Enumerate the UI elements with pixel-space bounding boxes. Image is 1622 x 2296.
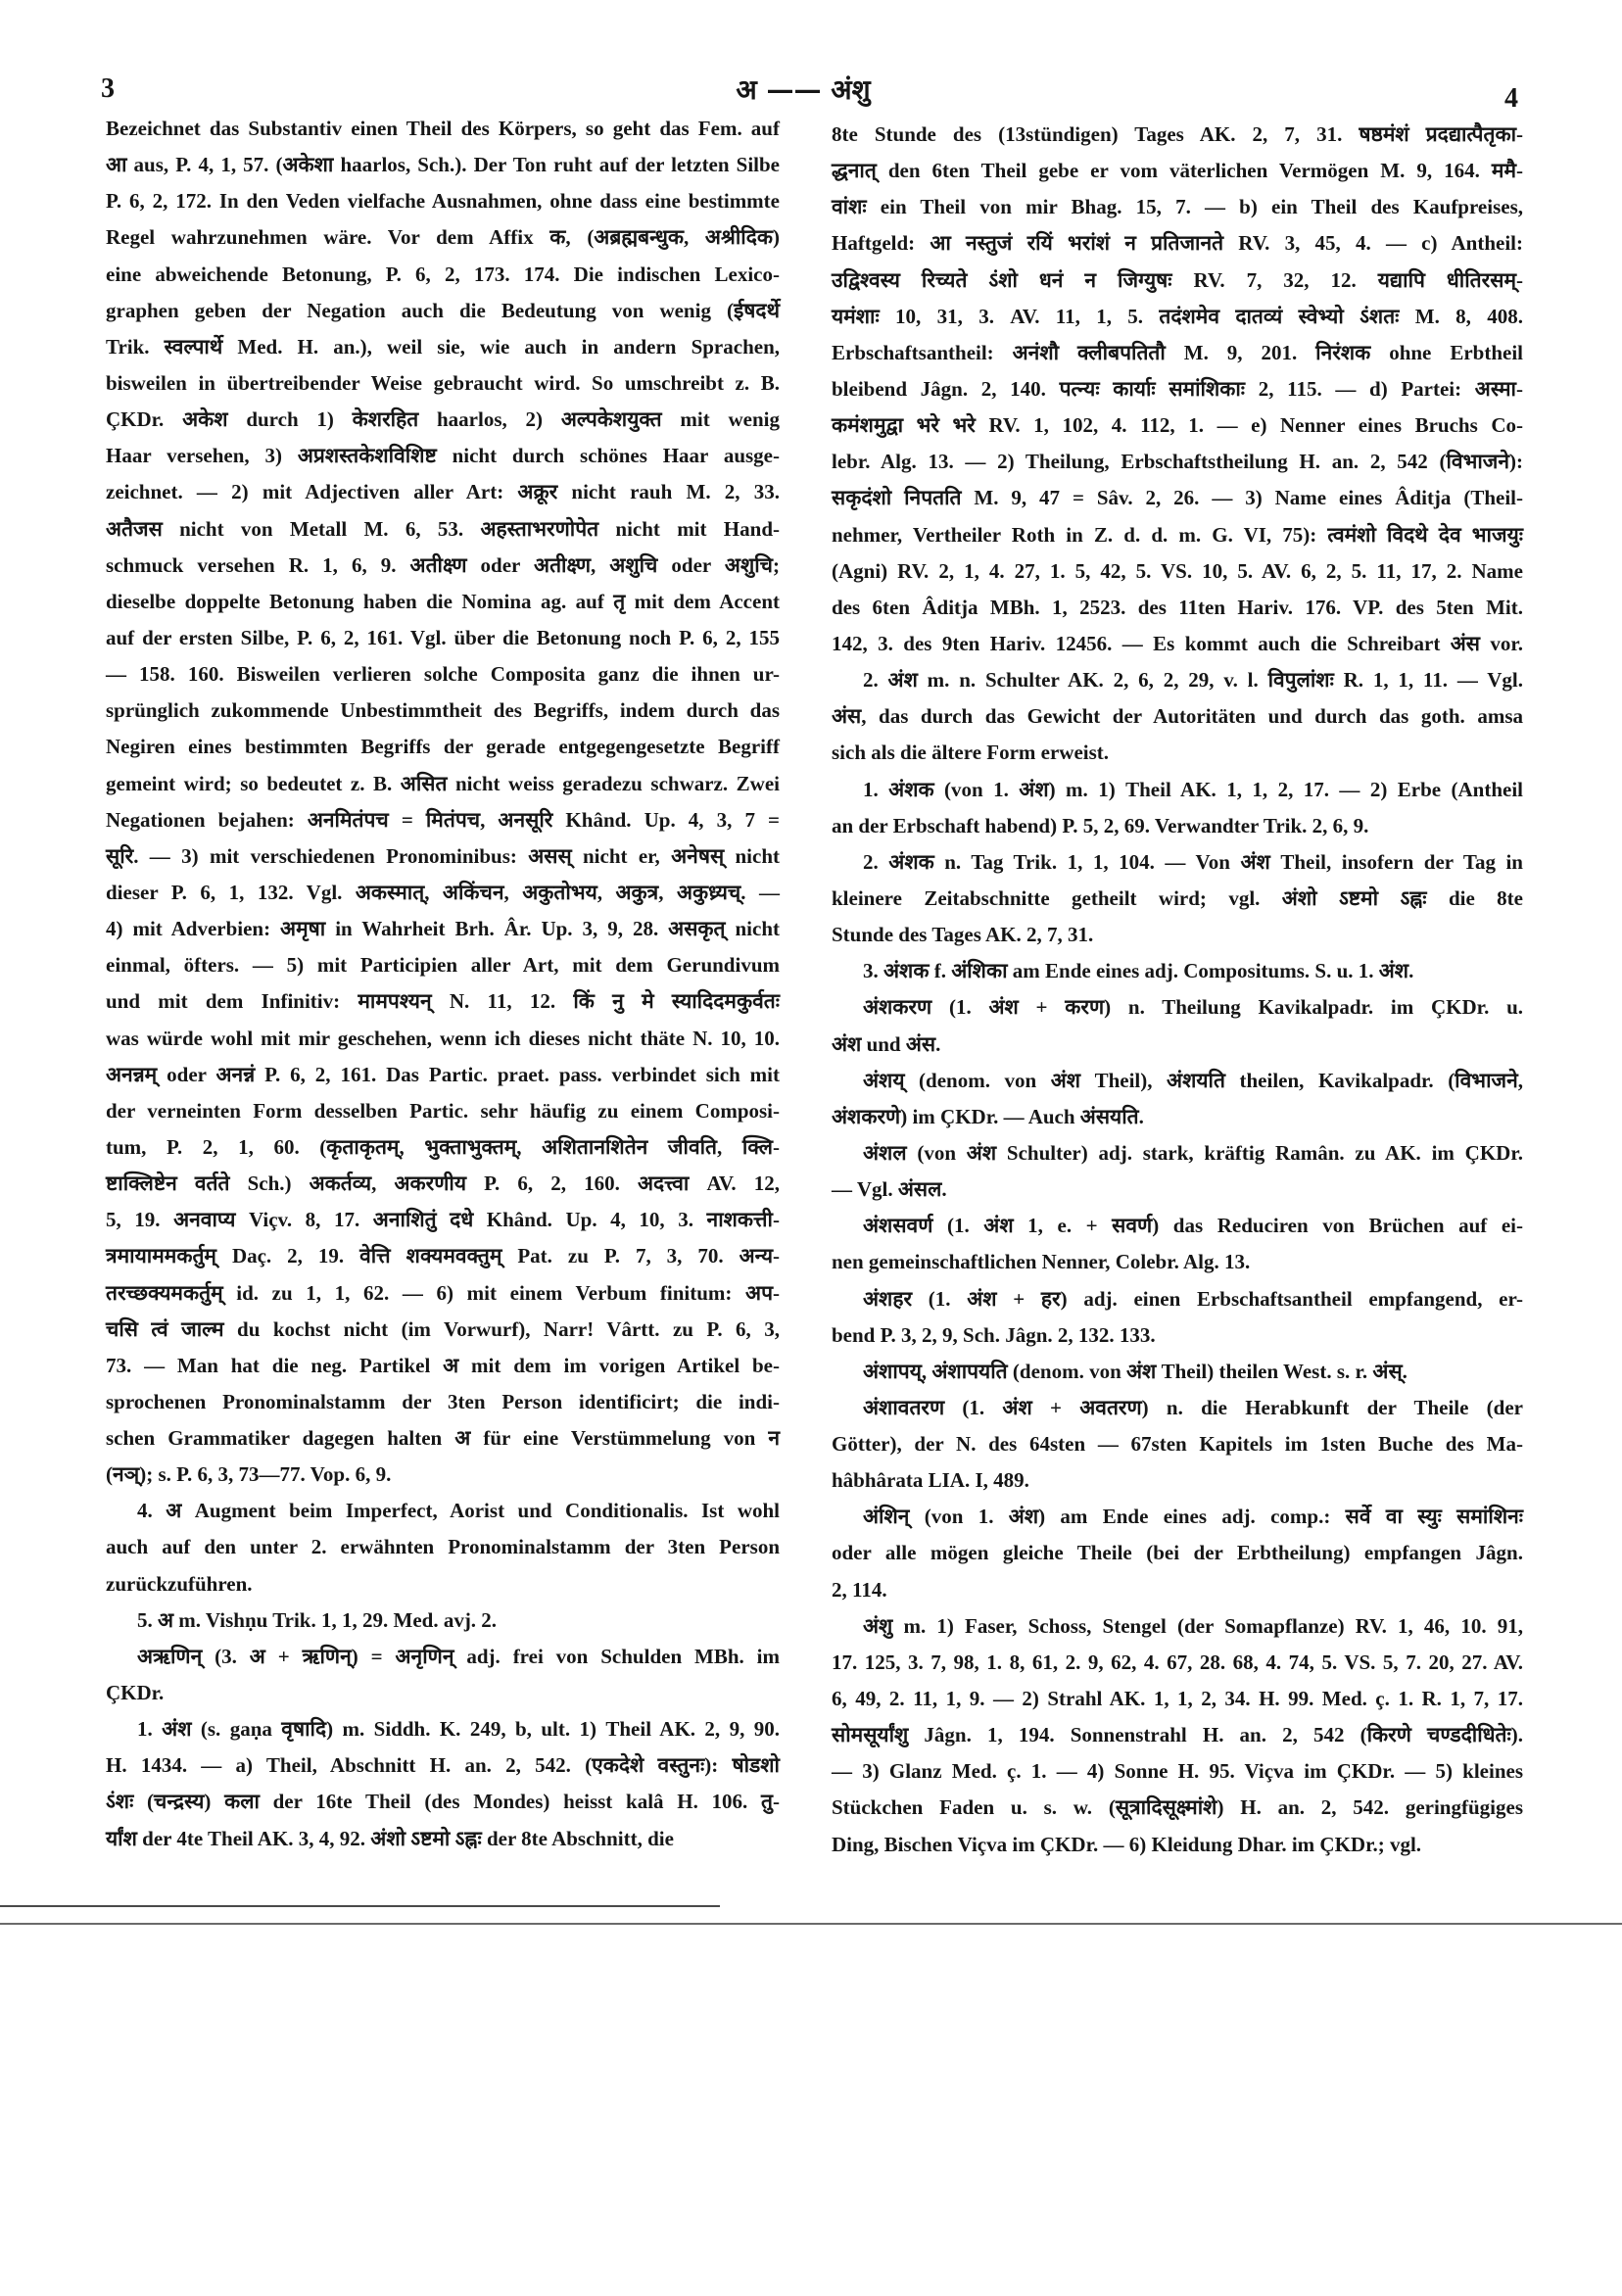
line-text: अंशय् (denom. von अंश Theil), अंशयति theilen, Kavikalpadr. (विभाजने, (863, 1068, 1523, 1092)
text-line (106, 219, 780, 256)
entry-start-line (832, 662, 1523, 698)
line-text: Erbschaftsantheil: अनंशौ क्लीबपतितौ M. 9, 201. निरंशक ohne Erbtheil (832, 340, 1523, 364)
text-line (832, 407, 1523, 444)
footer-rule-long (0, 1923, 1622, 1925)
text-line (832, 189, 1523, 225)
entry-start-line (106, 1711, 780, 1747)
line-text: — 158. 160. Bisweilen verlieren solche Composita ganz die ihnen ur- (106, 662, 780, 687)
entry-start-line (106, 1639, 780, 1675)
line-text: तरच्छक्यमकर्तुम् id. zu 1, 1, 62. — 6) mit einem Verbum finitum: अप- (106, 1280, 780, 1305)
text-line (832, 117, 1523, 153)
line-text: Ding, Bischen Viçva im ÇKDr. — 6) Kleidung Dhar. im ÇKDr.; vgl. (832, 1832, 1422, 1856)
text-line (106, 402, 780, 438)
text-line (106, 1129, 780, 1166)
line-text: अंश und अंस. (832, 1031, 941, 1056)
text-line (832, 153, 1523, 189)
line-text: bisweilen in übertreibender Weise gebraucht wird. So umschreibt z. B. (106, 370, 780, 395)
line-text: 8te Stunde des (13stündigen) Tages AK. 2, 7, 31. षष्ठमंशं प्रदद्यात्पैतृका- (832, 122, 1523, 146)
line-text: अंशावतरण (1. अंश + अवतरण) n. die Herabkunft der Theile (der (863, 1395, 1523, 1419)
line-text: Trik. स्वल्पार्थे Med. H. an.), weil sie, wie auch in andern Sprachen, (106, 334, 780, 359)
text-line (106, 438, 780, 474)
line-text: सूरि. — 3) mit verschiedenen Pronominibus: असस् nicht er, अनेषस् nicht (106, 843, 780, 868)
running-header: अ —— अंशु (736, 73, 871, 106)
line-text: 2. अंशक n. Tag Trik. 1, 1, 104. — Von अंश Theil, insofern der Tag in (863, 849, 1523, 874)
text-line (832, 590, 1523, 626)
line-text: 73. — Man hat die neg. Partikel अ mit dem im vorigen Artikel be- (106, 1353, 780, 1377)
text-line (106, 183, 780, 219)
text-line (106, 147, 780, 183)
text-line (106, 1093, 780, 1129)
text-line (832, 1572, 1523, 1608)
entry-start-line (832, 1208, 1523, 1244)
line-text: Regel wahrzunehmen wäre. Vor dem Affix क, (अब्रह्मबन्धुक, अश्रीदिक) (106, 225, 780, 250)
line-text: ÇKDr. (106, 1681, 165, 1705)
text-line (106, 1166, 780, 1202)
entry-start-line (832, 772, 1523, 808)
entry-start-line (832, 953, 1523, 989)
line-text: Stückchen Faden u. s. w. (सूत्रादिसूक्ष्मांशे) H. an. 2, 542. geringfügiges (832, 1795, 1523, 1820)
text-line (832, 1717, 1523, 1753)
line-text: (Agni) RV. 2, 1, 4. 27, 1. 5, 42, 5. VS. 10, 5. AV. 6, 2, 5. 11, 17, 2. Name (832, 558, 1523, 583)
line-text: आ aus, P. 4, 1, 57. (अकेशा haarlos, Sch.). Der Ton ruht auf der letzten Silbe (106, 153, 780, 177)
text-line (106, 1057, 780, 1093)
line-text: dieser P. 6, 1, 132. Vgl. अकस्मात्, अकिंचन, अकुतोभय, अकुत्र, अकुध्र्यच्. — (106, 880, 780, 904)
line-text: 5, 19. अनवाप्य Viçv. 8, 17. अनाशितुं दधे Khând. Up. 4, 10, 3. नाशकत्ती- (106, 1208, 780, 1232)
text-line (832, 225, 1523, 262)
line-text: 1. अंश (s. gaṇa वृषादि) m. Siddh. K. 249, b, ult. 1) Theil AK. 2, 9, 90. (137, 1717, 780, 1742)
text-line (832, 1317, 1523, 1354)
text-line (832, 263, 1523, 299)
text-line (832, 1172, 1523, 1208)
line-text: lebr. Alg. 13. — 2) Theilung, Erbschaftstheilung H. an. 2, 542 (विभाजने): (832, 450, 1523, 474)
text-line (106, 838, 780, 875)
line-text: अनन्नम् oder अनन्नं P. 6, 2, 161. Das Partic. praet. pass. verbindet sich mit (106, 1062, 780, 1086)
text-line (106, 911, 780, 947)
line-text: यमंशाः 10, 31, 3. AV. 11, 1, 5. तदंशमेव दातव्यं स्वेभ्यो ऽंशतः M. 8, 408. (832, 304, 1523, 328)
text-line (106, 1821, 780, 1857)
line-text: oder alle mögen gleiche Theile (bei der Erbtheilung) empfangen Jâgn. (832, 1541, 1523, 1565)
text-line (106, 511, 780, 548)
line-text: schen Grammatiker dagegen halten अ für eine Verstümmelung von न (106, 1426, 780, 1451)
line-text: 1. अंशक (von 1. अंश) m. 1) Theil AK. 1, 1, 2, 17. — 2) Erbe (Antheil (863, 777, 1523, 801)
line-text: tum, P. 2, 1, 60. (कृताकृतम्, भुक्ताभुक्तम्, अशितानशितेन जीवति, क्लि- (106, 1134, 780, 1159)
line-text: अंशहर (1. अंश + हर) adj. einen Erbschaftsantheil empfangend, er- (863, 1286, 1523, 1311)
line-text: Negiren eines bestimmten Begriffs der gerade entgegengesetzte Begriff (106, 735, 780, 759)
line-text: — Vgl. अंसल. (832, 1177, 947, 1202)
text-line (106, 257, 780, 293)
text-line (106, 1420, 780, 1457)
text-line (106, 1202, 780, 1238)
entry-start-line (106, 1493, 780, 1529)
entry-start-line (832, 1281, 1523, 1317)
text-line (832, 881, 1523, 917)
text-line (832, 1790, 1523, 1826)
text-line (832, 553, 1523, 590)
line-text: auf der ersten Silbe, P. 6, 2, 161. Vgl. über die Betonung noch P. 6, 2, 155 (106, 625, 780, 649)
line-text: 142, 3. des 9ten Hariv. 12456. — Es kommt auch die Schreibart अंस vor. (832, 631, 1523, 655)
line-text: अंस, das durch das Gewicht der Autoritäten und durch das goth. amsa (832, 704, 1523, 729)
line-text: hâbhârata LIA. I, 489. (832, 1468, 1029, 1493)
entry-start-line (832, 989, 1523, 1026)
text-line (106, 656, 780, 693)
text-line (832, 808, 1523, 844)
line-text: einmal, öfters. — 5) mit Participien aller Art, mit dem Gerundivum (106, 953, 780, 978)
text-line (832, 1426, 1523, 1462)
line-text: zeichnet. — 2) mit Adjectiven aller Art: अक्रूर nicht rauh M. 2, 33. (106, 480, 780, 504)
text-line (106, 1747, 780, 1784)
line-text: der verneinten Form desselben Partic. sehr häufig zu einem Composi- (106, 1098, 780, 1123)
line-text: अतैजस nicht von Metall M. 6, 53. अहस्ताभरणोपेत nicht mit Hand- (106, 516, 780, 541)
line-text: 2, 114. (832, 1577, 887, 1602)
entry-start-line (106, 1602, 780, 1639)
line-text: कमंशमुद्वा भरे भरे RV. 1, 102, 4. 112, 1. — e) Nenner eines Bruchs Co- (832, 413, 1523, 438)
text-line (106, 1675, 780, 1711)
line-text: ऽंशः (चन्द्रस्य) कला der 16te Theil (des Mondes) heisst kalâ H. 106. तु- (106, 1790, 780, 1814)
text-line (106, 293, 780, 329)
line-text: उद्विश्वस्य रिच्यते ऽंशो धनं न जिग्युषः RV. 7, 32, 12. यद्यापि धीतिरसम्- (832, 267, 1523, 292)
text-line (832, 1027, 1523, 1063)
line-text: schmuck versehen R. 1, 6, 9. अतीक्ष्ण oder अतीक्ष्ण, अशुचि oder अशुचि; (106, 552, 780, 577)
text-line (106, 1021, 780, 1057)
text-line (106, 875, 780, 911)
line-text: an der Erbschaft habend) P. 5, 2, 69. Verwandter Trik. 2, 6, 9. (832, 813, 1369, 837)
left-column (106, 111, 780, 1857)
line-text: Stunde des Tages AK. 2, 7, 31. (832, 923, 1094, 947)
line-text: 5. अ m. Vishṇu Trik. 1, 1, 29. Med. avj. 2. (137, 1607, 498, 1632)
entry-start-line (832, 1354, 1523, 1390)
text-line (106, 474, 780, 510)
entry-start-line (832, 844, 1523, 881)
line-text: 3. अंशक f. अंशिका am Ende eines adj. Compositums. S. u. 1. अंश. (863, 959, 1414, 983)
line-text: ÇKDr. अकेश durch 1) केशरहित haarlos, 2) अल्पकेशयुक्त mit wenig (106, 407, 780, 432)
line-text: auch auf den unter 2. erwähnten Pronominalstamm der 3ten Person (106, 1535, 780, 1559)
line-text: Bezeichnet das Substantiv einen Theil des Körpers, so geht das Fem. auf (106, 117, 780, 140)
entry-start-line (832, 1063, 1523, 1099)
line-text: bleibend Jâgn. 2, 140. पत्न्यः कार्याः समांशिकाः 2, 115. — d) Partei: अस्मा- (832, 376, 1523, 401)
line-text: was würde wohl mit mir geschehen, wenn ich dieses nicht thäte N. 10, 10. (106, 1026, 780, 1050)
text-line (832, 517, 1523, 553)
footer-rule-short (0, 1905, 720, 1907)
line-text: अंशापय्, अंशापयति (denom. von अंश Theil) theilen West. s. r. अंस्. (863, 1359, 1407, 1383)
line-text: graphen geben der Negation auch die Bedeutung von wenig (ईषदर्थे (106, 298, 780, 322)
text-line (832, 626, 1523, 662)
text-line (106, 766, 780, 802)
page-number-left: 3 (101, 73, 115, 104)
text-line (106, 947, 780, 983)
text-line (106, 1275, 780, 1312)
line-text: 6, 49, 2. 11, 1, 9. — 2) Strahl AK. 1, 1, 2, 34. H. 99. Med. ç. 1. R. 1, 7, 17. (832, 1687, 1523, 1711)
line-text: dieselbe doppelte Betonung haben die Nomina ag. auf तृ mit dem Accent (106, 589, 780, 613)
line-text: सोमसूर्यांशु Jâgn. 1, 194. Sonnenstrahl H. an. 2, 542 (किरणे चण्डदीधितेः). (832, 1723, 1523, 1747)
line-text: Haar versehen, 3) अप्रशस्तकेशविशिष्ट nicht durch schönes Haar ausge- (106, 444, 780, 468)
line-text: 4. अ Augment beim Imperfect, Aorist und Conditionalis. Ist wohl (137, 1499, 780, 1523)
line-text: Götter), der N. des 64sten — 67sten Kapitels im 1sten Buche des Ma- (832, 1432, 1523, 1457)
line-text: nen gemeinschaftlichen Nenner, Colebr. Alg. 13. (832, 1250, 1251, 1274)
text-line (832, 444, 1523, 480)
text-line (106, 329, 780, 365)
entry-start-line (832, 1608, 1523, 1645)
text-line (832, 735, 1523, 771)
text-line (106, 1784, 780, 1820)
text-line (832, 371, 1523, 407)
text-line (832, 1645, 1523, 1681)
right-column (832, 117, 1523, 1863)
text-line (106, 1566, 780, 1602)
line-text: zurückzuführen. (106, 1571, 253, 1596)
line-text: अंशिन् (von 1. अंश) am Ende eines adj. comp.: सर्वे वा स्युः समांशिनः (863, 1505, 1523, 1529)
page-number-right: 4 (1504, 83, 1518, 114)
text-line (832, 335, 1523, 371)
text-line (106, 584, 780, 620)
text-line (832, 1099, 1523, 1135)
line-text: sich als die ältere Form erweist. (832, 741, 1110, 765)
line-text: चसि त्वं जाल्म du kochst nicht (im Vorwurf), Narr! Vârtt. zu P. 6, 3, (106, 1316, 780, 1341)
text-line (832, 1753, 1523, 1790)
text-line (106, 1529, 780, 1565)
line-text: 2. अंश m. n. Schulter AK. 2, 6, 2, 29, v. l. विपुलांशः R. 1, 1, 11. — Vgl. (863, 668, 1523, 693)
line-text: — 3) Glanz Med. ç. 1. — 4) Sonne H. 95. Viçva im ÇKDr. — 5) kleines (832, 1759, 1523, 1784)
line-text: H. 1434. — a) Theil, Abschnitt H. an. 2, 542. (एकदेशे वस्तुनः): षोडशो (106, 1753, 780, 1778)
text-line (106, 802, 780, 838)
line-text: sprünglich zukommende Unbestimmtheit des Begriffs, indem durch das (106, 698, 780, 723)
line-text: P. 6, 2, 172. In den Veden vielfache Ausnahmen, ohne dass eine bestimmte (106, 189, 780, 214)
entry-start-line (832, 1135, 1523, 1172)
text-line (832, 1827, 1523, 1863)
line-text: Negationen bejahen: अनमितंपच = मितंपच, अनसूरि Khând. Up. 4, 3, 7 = (106, 807, 780, 832)
line-text: वांशः ein Theil von mir Bhag. 15, 7. — b) ein Theil des Kaufpreises, (832, 195, 1523, 219)
text-line (832, 1244, 1523, 1280)
line-text: kleinere Zeitabschnitte getheilt wird; vgl. अंशो ऽष्टमो ऽह्नः die 8te (832, 885, 1523, 910)
line-text: अंशल (von अंश Schulter) adj. stark, kräftig Ramân. zu AK. im ÇKDr. (863, 1140, 1523, 1165)
line-text: र्यांश der 4te Theil AK. 3, 4, 92. अंशो ऽष्टमो ऽह्नः der 8te Abschnitt, die (106, 1826, 674, 1850)
line-text: bend P. 3, 2, 9, Sch. Jâgn. 2, 132. 133. (832, 1322, 1156, 1347)
text-line (106, 1457, 780, 1493)
line-text: 17. 125, 3. 7, 98, 1. 8, 61, 2. 9, 62, 4. 67, 28. 68, 4. 74, 5. VS. 5, 7. 20, 27. AV. (832, 1650, 1523, 1674)
line-text: द्धनात् den 6ten Theil gebe er vom väterlichen Vermögen M. 9, 164. ममै- (832, 159, 1523, 183)
text-line (106, 111, 780, 147)
line-text: अंशकरण (1. अंश + करण) n. Theilung Kavikalpadr. im ÇKDr. u. (863, 995, 1523, 1020)
text-line (106, 1238, 780, 1274)
text-line (832, 917, 1523, 953)
text-line (106, 1348, 780, 1384)
line-text: Haftgeld: आ नस्तुजं रयिं भरांशं न प्रतिजानते RV. 3, 45, 4. — c) Antheil: (832, 231, 1523, 256)
text-line (832, 480, 1523, 516)
entry-start-line (832, 1499, 1523, 1535)
line-text: eine abweichende Betonung, P. 6, 2, 173. 174. Die indischen Lexico- (106, 262, 780, 286)
text-line (832, 1535, 1523, 1571)
line-text: अंशकरणे) im ÇKDr. — Auch अंसयति. (832, 1104, 1144, 1128)
line-text: त्रमायाममकर्तुम् Daç. 2, 19. वेत्ति शक्यमवक्तुम् Pat. zu P. 7, 3, 70. अन्य- (106, 1244, 780, 1268)
text-line (106, 693, 780, 729)
line-text: ष्टाक्लिष्टेन वर्तते Sch.) अकर्तव्य, अकरणीय P. 6, 2, 160. अदत्त्वा AV. 12, (106, 1172, 780, 1196)
line-text: und mit dem Infinitiv: मामपश्यन् N. 11, 12. किं नु मे स्यादिदमकुर्वतः (106, 989, 780, 1014)
text-line (106, 365, 780, 402)
text-line (106, 983, 780, 1020)
line-text: अंशु m. 1) Faser, Schoss, Stengel (der Somapflanze) RV. 1, 46, 10. 91, (863, 1613, 1523, 1638)
text-line (832, 1462, 1523, 1499)
text-line (106, 620, 780, 656)
line-text: des 6ten Âditja MBh. 1, 2523. des 11ten Hariv. 176. VP. des 5ten Mit. (832, 595, 1523, 619)
line-text: अऋणिन् (3. अ + ऋणिन्) = अनृणिन् adj. frei von Schulden MBh. im (137, 1644, 780, 1668)
text-line (832, 1681, 1523, 1717)
line-text: सकृदंशो निपतति M. 9, 47 = Sâv. 2, 26. — 3) Name eines Âditja (Theil- (832, 486, 1523, 510)
text-line (106, 548, 780, 584)
line-text: 4) mit Adverbien: अमृषा in Wahrheit Brh. Âr. Up. 3, 9, 28. असकृत् nicht (106, 917, 780, 941)
line-text: nehmer, Vertheiler Roth in Z. d. d. m. G. VI, 75): त्वमंशो विदथे देव भाजयुः (832, 522, 1523, 547)
line-text: (नञ्); s. P. 6, 3, 73—77. Vop. 6, 9. (106, 1462, 392, 1487)
text-line (106, 1384, 780, 1420)
text-line (106, 1312, 780, 1348)
text-line (832, 299, 1523, 335)
line-text: अंशसवर्ण (1. अंश 1, e. + सवर्ण) das Reduciren von Brüchen auf ei- (863, 1214, 1523, 1238)
entry-start-line (832, 1390, 1523, 1426)
text-line (832, 698, 1523, 735)
line-text: sprochenen Pronominalstamm der 3ten Person identificirt; die indi- (106, 1389, 780, 1413)
line-text: gemeint wird; so bedeutet z. B. असित nicht weiss geradezu schwarz. Zwei (106, 771, 780, 795)
text-line (106, 729, 780, 765)
